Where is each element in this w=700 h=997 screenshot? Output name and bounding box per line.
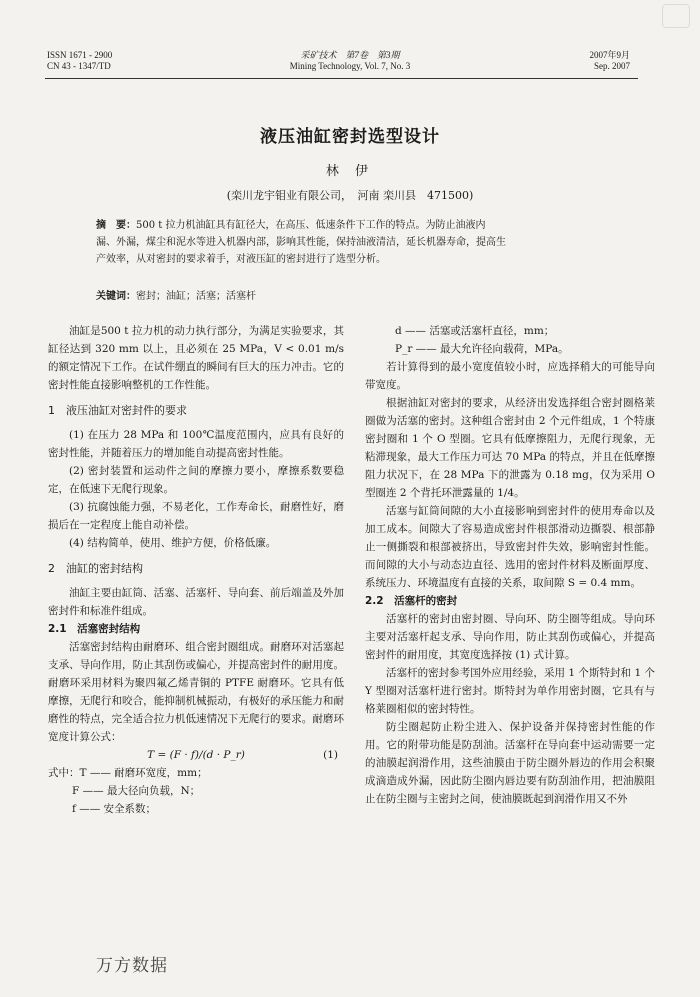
date-en: Sep. 2007	[594, 61, 630, 71]
requirement-item: (2) 密封装置和运动件之间的摩擦力要小，摩擦系数要稳定，在低速下无爬行现象。	[48, 465, 344, 495]
right-paragraph: 活塞杆的密封参考国外应用经验，采用 1 个斯特封和 1 个 Y 型圈对活塞杆进行密封。斯特封为单作用密封圈，它具有与格莱圈相似的密封特性。	[365, 667, 655, 715]
wanfang-logo: 万方数据	[96, 956, 168, 976]
paper-author: 林 伊	[325, 164, 375, 179]
right-paragraph: 若计算得到的最小宽度值较小时，应选择稍大的可能导向带宽度。	[365, 361, 655, 391]
abstract-label: 摘 要：	[96, 220, 136, 231]
paper-affiliation: (栾川龙宇钼业有限公司， 河南 栾川县 471500)	[226, 189, 474, 202]
journal-name-en: Mining Technology, Vol. 7, No. 3	[289, 61, 411, 71]
right-paragraph: 根据油缸对密封的要求，从经济出发选择组合密封圈格莱圈做为活塞的密封。这种组合密封由 2 个元件组成，1 个特康密封圈和 1 个 O 型圈。它具有低摩擦阻力，无爬行现象，无粘滞现象，最大工作压力可达 70 MPa 的特点，并且在低摩擦阻力状况下，在 28 MPa 下的泄露为 0.18 mg，仅为采用 O 型圈连 2 个背托环泄露量的 1/4。	[365, 397, 655, 499]
section-2-1-heading: 2.1 活塞密封结构	[48, 623, 141, 635]
date-cn: 2007年9月	[589, 50, 630, 60]
formula-number: (1)	[323, 749, 338, 761]
header-rule	[45, 78, 638, 79]
issue-date	[589, 50, 630, 72]
journal-name-cn: 采矿技术 第7卷 第3期	[300, 50, 400, 60]
issn-text: ISSN 1671 - 2900	[47, 50, 113, 60]
definition-line: F —— 最大径向负载，N；	[72, 785, 201, 797]
definition-line: f —— 安全系数；	[72, 803, 157, 815]
formula-text: T = (F · f)/(d · P_r)	[147, 749, 245, 761]
right-column	[365, 322, 655, 808]
watermark-stamp	[662, 4, 690, 28]
definition-line: d —— 活塞或活塞杆直径，mm；	[395, 325, 555, 337]
section-2-1-paragraph: 活塞密封结构由耐磨环、组合密封圈组成。耐磨环对活塞起支承、导向作用，防止其刮伤或偏心，并提高密封件的耐用度。耐磨环采用材料为聚四氟乙烯青铜的 PTFE 耐磨环。它具有低摩擦，无爬行和咬合，能抑制机械振动，有极好的承压能力和耐磨性的特点，完全适合拉力机低速情况下无爬行的要求。耐磨环宽度计算公式：	[48, 641, 344, 743]
abstract	[96, 217, 626, 268]
section-2-2-heading: 2.2 活塞杆的密封	[365, 595, 458, 607]
requirement-item: (1) 在压力 28 MPa 和 100℃温度范围内，应具有良好的密封性能，并随着压力的增加能自动提高密封性能。	[48, 429, 344, 459]
abstract-line: 500 t 拉力机油缸具有缸径大，在高压、低速条件下工作的特点。为防止油液内	[136, 220, 486, 231]
abstract-line: 漏、外漏，煤尘和泥水等进入机器内部，影响其性能，保持油液清洁，延长机器寿命，提高生	[96, 237, 506, 248]
formula-1	[48, 746, 344, 764]
intro-paragraph: 油缸是500 t 拉力机的动力执行部分，为满足实验要求，其缸径达到 320 mm 以上，且必须在 25 MPa，V < 0.01 m/s 的额定情况下工作。在试件绷直的瞬间有巨大的压力冲击。它的密封性能直接影响整机的工作性能。	[48, 325, 344, 391]
right-paragraph: 活塞杆的密封由密封圈、导向环、防尘圈等组成。导向环主要对活塞杆起支承、导向作用，防止其刮伤或偏心，并提高密封件的耐用度，其宽度选择按 (1) 式计算。	[365, 613, 655, 661]
requirement-item: (4) 结构简单，使用、维护方便，价格低廉。	[69, 537, 277, 549]
definition-line: 式中：T —— 耐磨环宽度，mm；	[48, 767, 208, 779]
left-column	[48, 322, 344, 818]
paper-title: 液压油缸密封选型设计	[260, 127, 440, 147]
right-paragraph: 活塞与缸筒间隙的大小直接影响到密封件的使用寿命以及加工成本。间隙大了容易造成密封件根部滑动边撕裂、根部静止一侧撕裂和根部被挤出，导致密封件失效，影响密封性能。而间隙的大小与动态边直径、选用的密封件材料及断面厚度、系统压力、环境温度有直接的关系，取间隙 S = 0.4 mm。	[365, 505, 655, 589]
definition-line: P_r —— 最大允许径向载荷，MPa。	[395, 343, 569, 355]
keywords	[96, 287, 256, 302]
section-1-heading: 1 液压油缸对密封件的要求	[48, 404, 187, 417]
section-2-paragraph: 油缸主要由缸筒、活塞、活塞杆、导向套、前后端盖及外加密封件和标准件组成。	[48, 587, 344, 617]
keywords-text: 密封；油缸；活塞；活塞杆	[136, 291, 256, 302]
requirement-item: (3) 抗腐蚀能力强，不易老化，工作寿命长，耐磨性好，磨损后在一定程度上能自动补偿。	[48, 501, 344, 531]
right-paragraph: 防尘圈起防止粉尘进入、保护设备并保持密封性能的作用。它的附带功能是防刮油。活塞杆在导向套中运动需要一定的油膜起润滑作用，这些油膜由于防尘圈外唇边的作用会积聚成滴造成外漏，因此防尘圈内唇边要有防刮油作用，把油膜阻止在防尘圈与主密封之间，使油膜既起到润滑作用又不外	[365, 721, 655, 805]
abstract-line: 产效率，从对密封的要求着手，对液压缸的密封进行了选型分析。	[96, 254, 386, 265]
cn-text: CN 43 - 1347/TD	[47, 61, 111, 71]
section-2-heading: 2 油缸的密封结构	[48, 562, 143, 575]
keywords-label: 关键词：	[96, 291, 136, 302]
